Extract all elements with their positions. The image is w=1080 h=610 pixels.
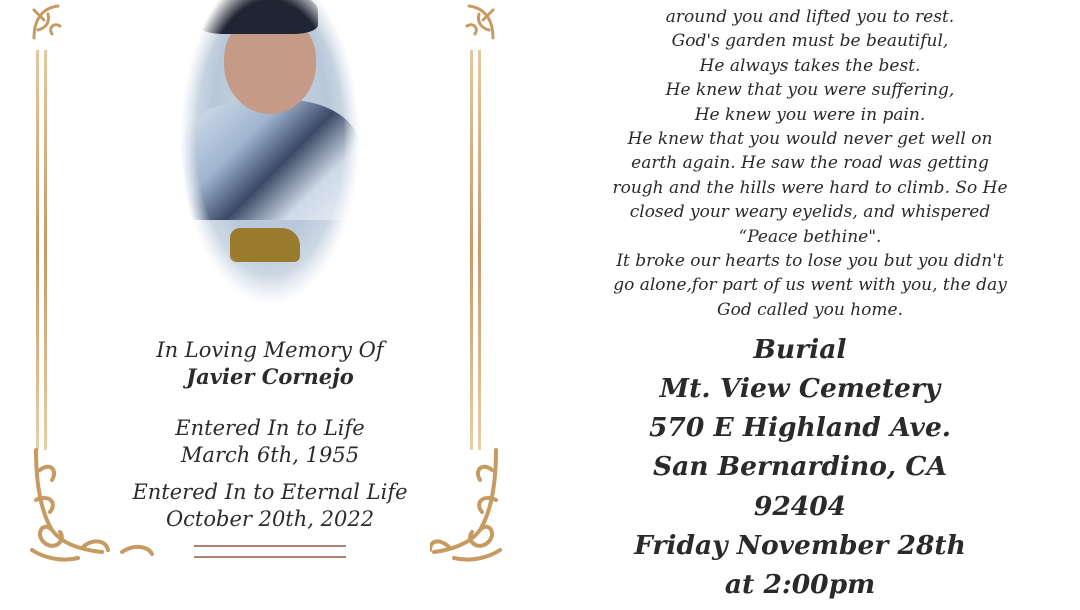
poem-line: around you and lifted you to rest.: [665, 7, 955, 27]
birth-date: March 6th, 1955: [180, 443, 360, 467]
poem-line: rough and the hills were hard to climb. So He: [612, 177, 1008, 198]
birth-label: Entered In to Life: [175, 416, 365, 440]
service-time: at 2:00pm: [724, 569, 876, 600]
poem-line: earth again. He saw the road was getting: [631, 153, 989, 174]
corner-ornament-top-left: [28, 0, 68, 45]
deceased-name: Javier Cornejo: [186, 364, 354, 389]
service-date: Friday November 28th: [634, 530, 966, 561]
poem-line: He knew you were in pain.: [694, 104, 926, 125]
poem-line: God's garden must be beautiful,: [671, 31, 949, 52]
portrait-photo: [180, 0, 360, 305]
corner-ornament-bottom-right: [430, 440, 510, 570]
poem: [580, 5, 1040, 322]
poem-line: He always takes the best.: [699, 55, 921, 76]
street-address: 570 E Highland Ave.: [648, 412, 952, 443]
death-label: Entered In to Eternal Life: [132, 480, 408, 504]
death-date: October 20th, 2022: [165, 507, 375, 531]
city-state: San Bernardino, CA: [652, 451, 948, 482]
poem-line: closed your weary eyelids, and whispered: [629, 202, 991, 223]
corner-ornament-top-right: [455, 0, 500, 45]
memory-intro: In Loving Memory Of: [156, 338, 384, 362]
divider-line: [194, 556, 346, 558]
divider-line: [194, 545, 346, 547]
left-gold-rail: [36, 50, 50, 450]
poem-line: He knew that you would never get well on: [627, 129, 993, 150]
poem-line: “Peace bethine".: [738, 226, 882, 247]
cemetery-name: Mt. View Cemetery: [659, 373, 941, 404]
burial-heading: Burial: [753, 334, 847, 365]
right-gold-rail: [470, 50, 484, 450]
poem-line: go alone,for part of us went with you, the day: [613, 275, 1007, 296]
zip-code: 92404: [753, 491, 847, 522]
car-illustration: [230, 228, 300, 262]
poem-line: He knew that you were suffering,: [665, 80, 955, 101]
poem-line: God called you home.: [717, 299, 903, 320]
poem-line: It broke our hearts to lose you but you didn't: [616, 251, 1004, 272]
